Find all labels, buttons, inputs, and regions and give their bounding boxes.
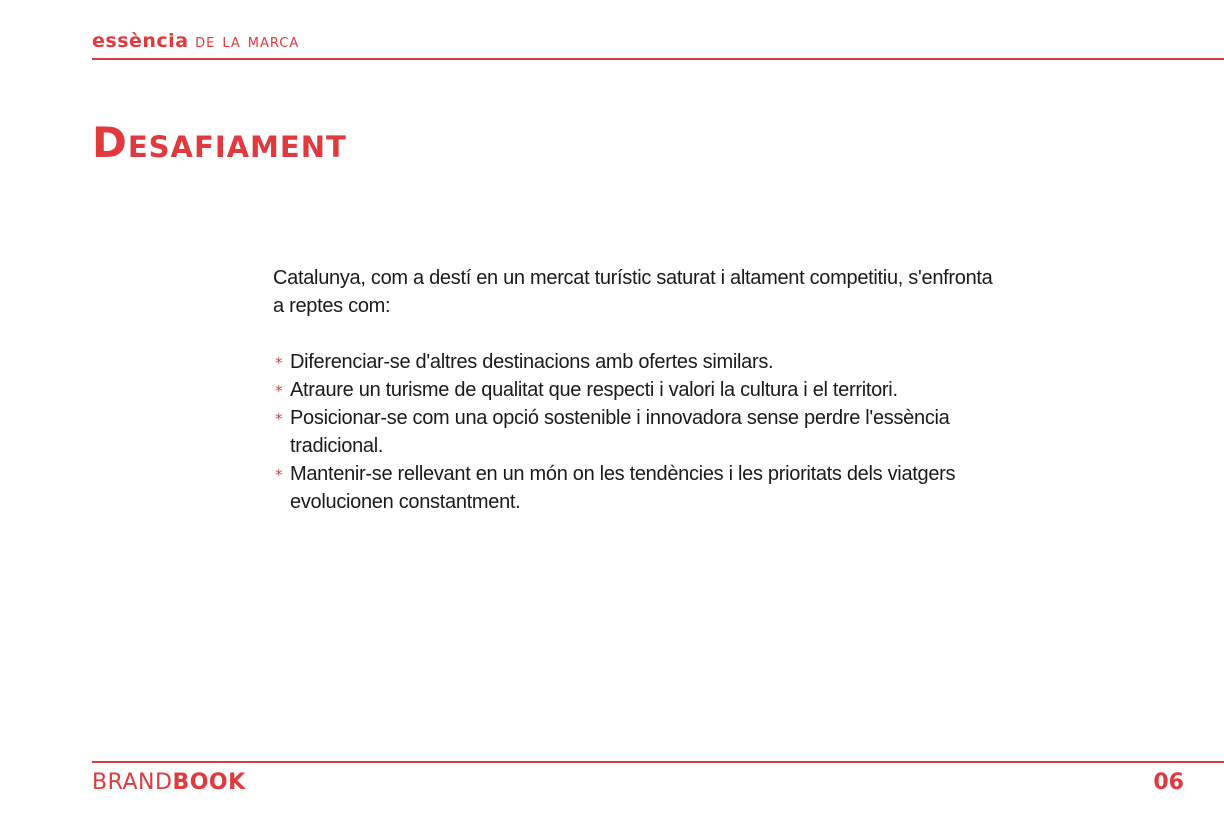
asterisk-bullet-icon: *: [275, 382, 283, 400]
list-item-text: Diferenciar-se d'altres destinacions amb ofertes similars.: [290, 351, 774, 373]
list-item: [273, 376, 993, 404]
section-name-light: de la marca: [195, 30, 300, 52]
asterisk-bullet-icon: *: [275, 466, 283, 484]
section-name-strong: essència: [92, 30, 189, 52]
asterisk-bullet-icon: *: [275, 410, 283, 428]
list-item-text: Mantenir-se rellevant en un món on les tendències i les prioritats dels viatgers evolucionen constantment.: [290, 463, 956, 513]
page-title: Desafiament: [92, 118, 347, 167]
header-divider: [92, 58, 1224, 60]
body-content: [273, 264, 993, 516]
book-word: BOOK: [172, 770, 246, 795]
list-item: [273, 348, 993, 376]
asterisk-bullet-icon: *: [275, 354, 283, 372]
list-item: [273, 460, 993, 516]
intro-paragraph: Catalunya, com a destí en un mercat turístic saturat i altament competitiu, s'enfronta a reptes com:: [273, 267, 993, 317]
page-number: 06: [1153, 770, 1184, 795]
list-item: [273, 404, 993, 460]
list-item-text: Atraure un turisme de qualitat que respecti i valori la cultura i el territori.: [290, 379, 898, 401]
footer-divider: [92, 761, 1224, 763]
brand-word: BRAND: [92, 770, 173, 795]
challenges-list: [273, 348, 993, 516]
brandbook-logo: [92, 770, 246, 795]
section-header: [92, 30, 1224, 58]
list-item-text: Posicionar-se com una opció sostenible i innovadora sense perdre l'essència tradicional.: [290, 407, 950, 457]
